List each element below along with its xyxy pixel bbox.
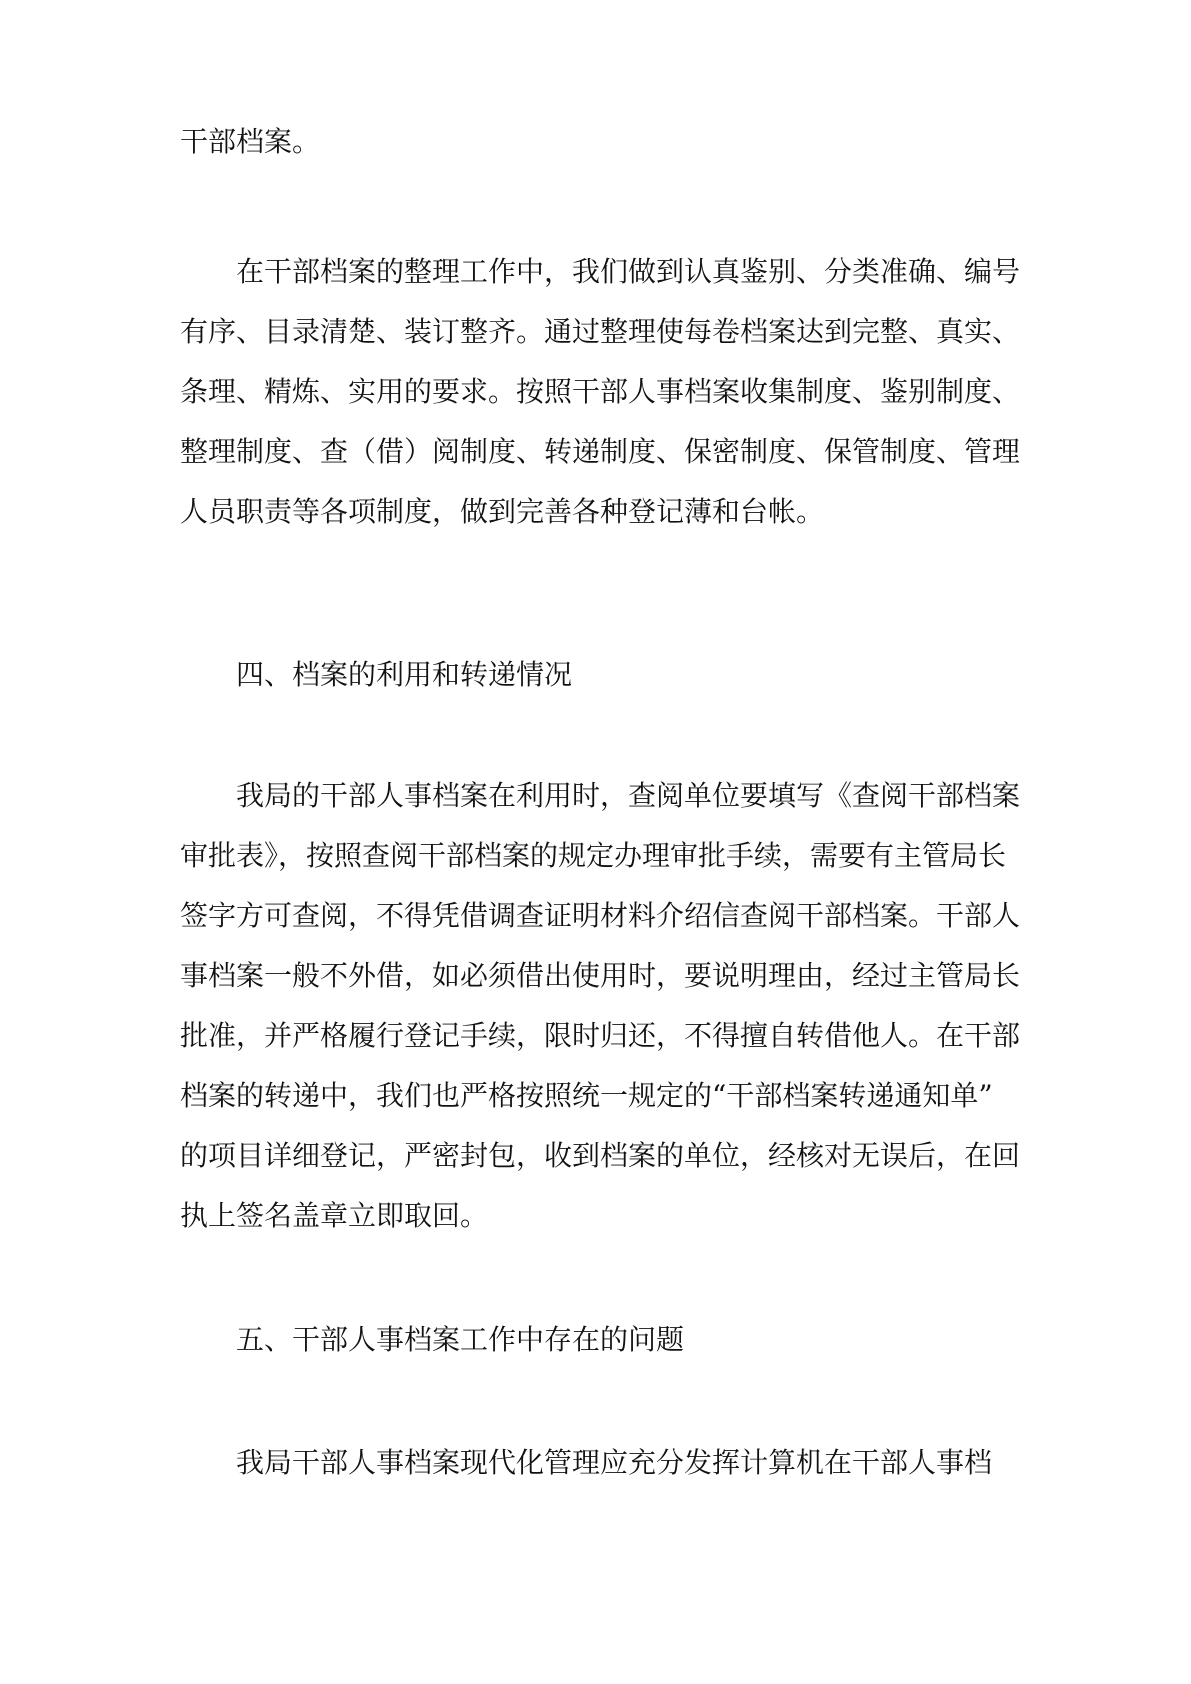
paragraph-sorting bbox=[180, 242, 1020, 542]
text-line: 干部档案。 bbox=[180, 125, 321, 158]
text-line: 在干部档案的整理工作中，我们做到认真鉴别、分类准确、编号 bbox=[180, 255, 1021, 288]
paragraph-usage bbox=[180, 766, 1020, 1246]
text-line: 我局的干部人事档案在利用时，查阅单位要填写《查阅干部档案 bbox=[180, 779, 1021, 812]
heading-line: 四、档案的利用和转递情况 bbox=[180, 658, 573, 691]
text-line: 人员职责等各项制度，做到完善各种登记薄和台帐。 bbox=[180, 495, 825, 528]
text-line: 有序、目录清楚、装订整齐。通过整理使每卷档案达到完整、真实、 bbox=[180, 315, 1021, 348]
text-line: 档案的转递中，我们也严格按照统一规定的“干部档案转递通知单” bbox=[180, 1079, 993, 1112]
continuation-text bbox=[180, 112, 1020, 172]
text-line: 整理制度、查（借）阅制度、转递制度、保密制度、保管制度、管理 bbox=[180, 435, 1021, 468]
text-line: 我局干部人事档案现代化管理应充分发挥计算机在干部人事档 bbox=[180, 1446, 993, 1479]
text-line: 执上签名盖章立即取回。 bbox=[180, 1199, 489, 1232]
text-line: 事档案一般不外借，如必须借出使用时，要说明理由，经过主管局长 bbox=[180, 959, 1021, 992]
text-line: 签字方可查阅，不得凭借调查证明材料介绍信查阅干部档案。干部人 bbox=[180, 899, 1021, 932]
text-line: 审批表》，按照查阅干部档案的规定办理审批手续，需要有主管局长 bbox=[180, 839, 1007, 872]
section-heading-4 bbox=[180, 645, 1020, 705]
text-line: 批准，并严格履行登记手续，限时归还，不得擅自转借他人。在干部 bbox=[180, 1019, 1021, 1052]
paragraph-problems bbox=[180, 1433, 1020, 1493]
text-line: 的项目详细登记，严密封包，收到档案的单位，经核对无误后，在回 bbox=[180, 1139, 1021, 1172]
section-heading-5 bbox=[180, 1310, 1020, 1370]
text-line: 条理、精炼、实用的要求。按照干部人事档案收集制度、鉴别制度、 bbox=[180, 375, 1021, 408]
heading-line: 五、干部人事档案工作中存在的问题 bbox=[180, 1323, 685, 1356]
